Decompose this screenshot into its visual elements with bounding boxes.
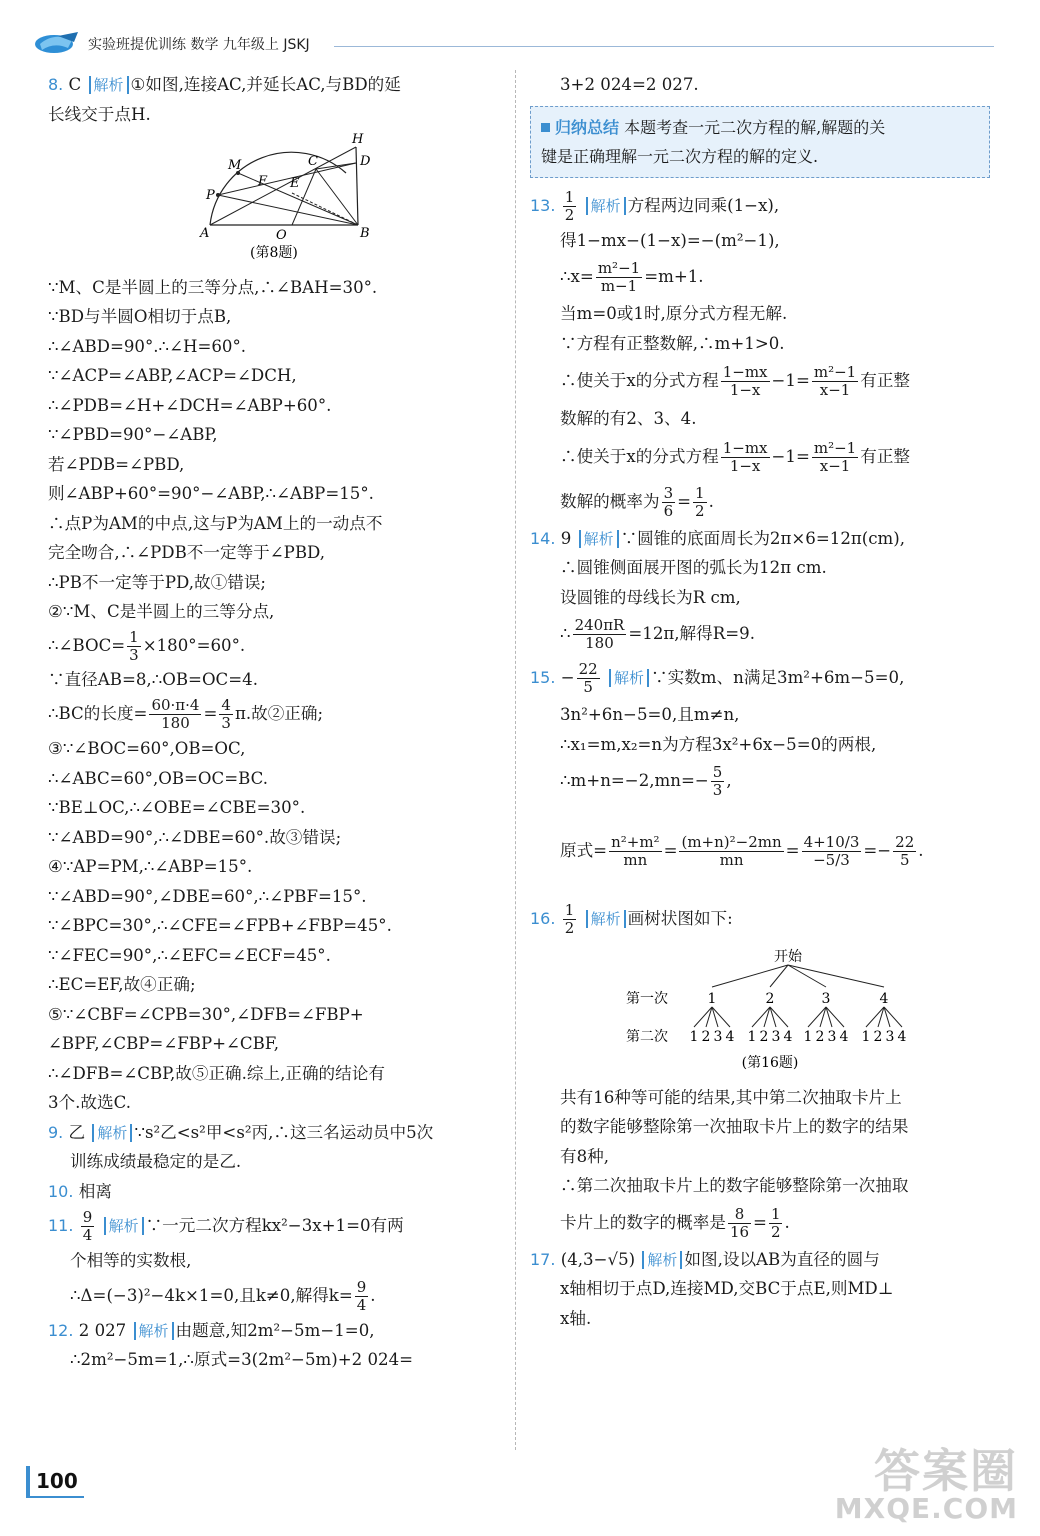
q8-step: ∴点P为AM的中点,这与P为AM上的一动点不 xyxy=(48,513,383,533)
q14-answer: 9 xyxy=(560,528,572,548)
frac-num: m²−1 xyxy=(597,259,641,277)
q12-line2: ∴2m²−5m=1,∴原式=3(2m²−5m)+2 024= xyxy=(70,1350,414,1369)
q13-text: ∴x= xyxy=(560,267,594,286)
q8-step: ∠BPF,∠CBP=∠FBP+∠CBF, xyxy=(48,1034,280,1053)
tree-second-node: 1 xyxy=(861,1029,871,1045)
q15-line2: 3n²+6n−5=0,且m≠n, xyxy=(560,705,740,724)
analysis-tag: 解析 xyxy=(609,669,649,687)
q8-text: ∴∠BOC= xyxy=(48,635,126,655)
tree-row1-label: 第一次 xyxy=(626,991,668,1007)
q11-text: . xyxy=(370,1285,376,1305)
tree-first-node: 1 xyxy=(707,991,717,1007)
q8-line2: 长线交于点H. xyxy=(48,104,151,124)
fraction xyxy=(893,834,916,869)
header-rule xyxy=(334,46,994,47)
watermark-line1: 答案圈 xyxy=(874,1444,1018,1498)
analysis-tag: 解析 xyxy=(89,76,129,94)
q17-text: 如图,设以AB为直径的圆与 xyxy=(684,1249,880,1269)
page-number: 100 xyxy=(26,1466,84,1498)
frac-num: n²+m² xyxy=(611,833,660,851)
q8-line1 xyxy=(48,70,508,100)
frac-num: 4+10/3 xyxy=(803,833,860,851)
fraction xyxy=(149,697,201,732)
fraction xyxy=(769,1206,783,1241)
q8-step: ∴PB不一定等于PD,故①错误; xyxy=(48,572,267,592)
q16-para: 卡片上的数字的概率是 $\frac{8}{16}$ = $\frac{1}{2}$ . xyxy=(560,1204,790,1241)
fraction: $\frac{4}{3}$ xyxy=(221,696,231,732)
q17-line3: x轴. xyxy=(560,1308,592,1328)
q17-answer: (4,3−√5) xyxy=(560,1249,636,1269)
q13-line4: 当m=0或1时,原分式方程无解. xyxy=(560,304,788,323)
q8-text: ∴BC的长度= xyxy=(48,704,148,723)
analysis-tag: 解析 xyxy=(134,1322,174,1340)
tree-second-node: 3 xyxy=(713,1029,723,1045)
frac-den: 2 xyxy=(564,919,575,937)
q11-text: ∴Δ=(−3)²−4k×1=0,且k≠0,解得k= xyxy=(70,1285,353,1305)
q8-step: ∵直径AB=8,∴OB=OC=4. xyxy=(48,669,258,689)
q8-step: ∵BE⊥OC,∴∠OBE=∠CBE=30°. xyxy=(48,798,306,817)
tree-second-node: 2 xyxy=(873,1029,883,1045)
q16-text: 画树状图如下: xyxy=(627,909,733,928)
q13-text: 有正整 xyxy=(860,446,911,466)
tree-second-node: 3 xyxy=(885,1029,895,1045)
summary-text: 本题考查一元二次方程的解,解题的关 xyxy=(624,117,886,137)
q13-text: =m+1. xyxy=(644,267,704,286)
frac-den: 5 xyxy=(583,678,593,696)
q8-step: 若∠PDB=∠PBD, xyxy=(48,454,185,474)
q8-step: ∴∠PDB=∠H+∠DCH=∠ABP+60°. xyxy=(48,395,332,415)
frac-num: 1 xyxy=(695,483,705,502)
q8-step: ⑤∵∠CBF=∠CPB=30°,∠DFB=∠FBP+ xyxy=(48,1004,364,1024)
frac-num: 1 xyxy=(564,187,575,206)
q13-line5: ∵方程有正整数解,∴m+1>0. xyxy=(560,333,785,353)
frac-den: 4 xyxy=(356,1295,367,1314)
q8-step: ∵∠FEC=90°,∴∠EFC=∠ECF=45°. xyxy=(48,945,331,965)
frac-den: x−1 xyxy=(819,456,851,475)
q14-line4 xyxy=(530,612,990,656)
tree-caption: (第16题) xyxy=(741,1055,799,1071)
q8-text: π.故②正确; xyxy=(234,704,324,723)
frac-den: 2 xyxy=(770,1222,781,1241)
q15-text: =− xyxy=(863,841,892,860)
q11-text: ∵一元二次方程kx²−3x+1=0有两 xyxy=(145,1216,404,1235)
q8-step: ②∵M、C是半圆上的三等分点, xyxy=(48,602,275,621)
q16-para: ∴第二次抽取卡片上的数字能够整除第一次抽取 xyxy=(560,1176,909,1195)
q8-step: 则∠ABP+60°=90°−∠ABP,∴∠ABP=15°. xyxy=(48,484,374,503)
frac-num: 22 xyxy=(895,833,915,851)
fig8-label-e: E xyxy=(290,176,300,191)
frac-den: mn xyxy=(623,851,648,869)
q11-line1 xyxy=(48,1206,508,1246)
q15-line5: 原式= $\frac{\text{n²+m²}}{mn}$ = $\frac{\text{(m+n)²−2mn}}{mn}$ = $\frac{4+10/3}{-5/3}$ =− $\frac{22}{5}$ . xyxy=(560,833,924,869)
summary-text: 键是正确理解一元二次方程的解的定义. xyxy=(541,146,819,166)
figure-8-diagram xyxy=(198,133,388,263)
q8-step: ∴∠ABD=90°.∴∠H=60°. xyxy=(48,336,247,356)
q17-line1 xyxy=(530,1245,990,1275)
tree-first-node: 2 xyxy=(765,991,775,1007)
q8-step: ∵∠ACP=∠ABP,∠ACP=∠DCH, xyxy=(48,366,297,385)
q16-para: 的数字能够整除第一次抽取卡片上的数字的结果 xyxy=(560,1117,909,1136)
q10-number: 10. xyxy=(48,1181,74,1201)
q14-text: ∴ xyxy=(560,624,571,643)
q15-number: 15. xyxy=(530,668,556,687)
frac-den: 5 xyxy=(899,851,910,869)
q13-text: 数解的概率为 xyxy=(560,491,660,511)
frac-num: 9 xyxy=(82,1208,93,1226)
q11-line2: 个相等的实数根, xyxy=(70,1251,192,1270)
fraction xyxy=(679,834,783,869)
frac-den: mn xyxy=(719,851,744,869)
q13-text: 有正整 xyxy=(860,371,911,390)
frac-den: 2 xyxy=(564,205,575,224)
frac-num: 1−mx xyxy=(722,438,768,457)
frac-num: 60·π·4 xyxy=(151,696,200,714)
q9-line2: 训练成绩最稳定的是乙. xyxy=(70,1152,242,1171)
q16-line1 xyxy=(530,899,990,939)
right-column xyxy=(530,70,990,1333)
q9-text: ∵s²乙<s²甲<s²丙,∴这三名运动员中5次 xyxy=(134,1122,434,1142)
q13-text: 方程两边同乘(1−x), xyxy=(627,195,780,215)
tree-second-node: 2 xyxy=(759,1029,769,1045)
q8-step: ∵BD与半圆O相切于点B, xyxy=(48,307,232,326)
frac-den: −5/3 xyxy=(813,851,850,869)
q13-text: . xyxy=(708,491,714,511)
q14-line1 xyxy=(530,524,990,554)
fraction xyxy=(355,1279,369,1314)
q16-para: 共有16种等可能的结果,其中第二次抽取卡片上 xyxy=(560,1087,902,1107)
fraction xyxy=(721,440,770,475)
q17-number: 17. xyxy=(530,1249,556,1269)
q14-number: 14. xyxy=(530,528,556,548)
q15-line3: ∴x₁=m,x₂=n为方程3x²+6x−5=0的两根, xyxy=(560,734,877,754)
q12-answer: 2 027 xyxy=(78,1320,127,1340)
tree-row2-label: 第二次 xyxy=(626,1029,668,1045)
tree-second-node: 4 xyxy=(725,1029,735,1045)
fig8-caption: (第8题) xyxy=(250,245,298,261)
summary-tag: 归纳总结 xyxy=(555,117,620,137)
page-header xyxy=(34,30,994,56)
frac-den: 180 xyxy=(161,714,190,732)
q15-line1 xyxy=(530,656,990,700)
q8-step: ④∵AP=PM,∴∠ABP=15°. xyxy=(48,857,253,876)
q11-answer-fraction xyxy=(81,1209,95,1244)
frac-num: 1 xyxy=(770,1204,781,1223)
tree-diagram xyxy=(620,943,920,1073)
q8-step: ∵∠ABD=90°,∠DBE=60°,∴∠PBF=15°. xyxy=(48,886,367,906)
q8-number: 8. xyxy=(48,75,64,94)
frac-num: 240πR xyxy=(574,616,625,634)
q9-line1 xyxy=(48,1118,508,1148)
q13-number: 13. xyxy=(530,195,556,215)
fraction xyxy=(693,485,707,520)
q12-number: 12. xyxy=(48,1320,74,1340)
fraction xyxy=(596,260,642,295)
watermark xyxy=(834,1444,1018,1525)
fraction xyxy=(802,834,862,869)
tree-second-node: 4 xyxy=(839,1029,849,1045)
q13-line9: 数解的概率为 $\frac{3}{6}$ = $\frac{1}{2}$ . xyxy=(560,483,714,520)
q10-line xyxy=(48,1177,508,1207)
q13-answer-fraction xyxy=(563,189,577,224)
q16-para: 有8种, xyxy=(560,1146,610,1166)
q8-step: ③∵∠BOC=60°,OB=OC, xyxy=(48,739,246,758)
analysis-tag: 解析 xyxy=(104,1217,144,1235)
q14-text: ∵圆锥的底面周长为2π×6=12π(cm), xyxy=(620,528,906,548)
q13-line8 xyxy=(530,434,990,480)
tree-second-node: 3 xyxy=(827,1029,837,1045)
q8-step: ∴EC=EF,故④正确; xyxy=(48,975,196,994)
frac-den: 6 xyxy=(663,501,674,520)
fraction xyxy=(812,364,858,399)
tree-second-node: 3 xyxy=(771,1029,781,1045)
frac-num: 5 xyxy=(712,763,723,781)
tree-second-node: 4 xyxy=(897,1029,907,1045)
q8-step xyxy=(48,627,508,665)
frac-den: 2 xyxy=(695,501,705,520)
frac-den: 180 xyxy=(585,634,614,652)
tree-root: 开始 xyxy=(774,949,802,965)
q16-number: 16. xyxy=(530,909,556,928)
q8-step: 完全吻合,∴∠PDB不一定等于∠PBD, xyxy=(48,543,326,562)
tree-second-node: 2 xyxy=(701,1029,711,1045)
fig8-label-m: M xyxy=(228,158,242,173)
analysis-tag: 解析 xyxy=(586,910,626,928)
frac-num: (m+n)²−2mn xyxy=(681,833,782,851)
frac-num: 22 xyxy=(578,660,598,678)
left-column xyxy=(48,70,508,1375)
frac-num: 1−mx xyxy=(722,363,768,381)
q13-text: ∴使关于x的分式方程 xyxy=(560,446,719,466)
book-logo-icon xyxy=(34,30,80,56)
analysis-tag: 解析 xyxy=(586,197,626,215)
q15-text: . xyxy=(918,841,924,860)
fraction xyxy=(721,364,770,399)
fig8-label-c: C xyxy=(308,154,318,169)
frac-den: 1−x xyxy=(729,381,761,399)
q16-answer-fraction xyxy=(563,902,577,937)
q15-text: ∵实数m、n满足3m²+6m−5=0, xyxy=(651,668,905,687)
tree-nodes xyxy=(690,991,907,1045)
q13-line7: 数解的有2、3、4. xyxy=(560,409,697,428)
fig8-label-d: D xyxy=(360,154,371,169)
analysis-tag: 解析 xyxy=(579,530,619,548)
frac-den: 4 xyxy=(82,1226,93,1244)
fraction xyxy=(728,1206,751,1241)
frac-num: 9 xyxy=(356,1277,367,1296)
fig8-label-f: F xyxy=(258,174,268,189)
q8-step: ∴BC的长度= $\frac{60\cdot\pi\cdot 4}{180}$ = $\frac{4}{3}$ π.故②正确; xyxy=(48,696,324,732)
q8-step: ∴∠DFB=∠CBP,故⑤正确.综上,正确的结论有 xyxy=(48,1063,385,1083)
q13-line6 xyxy=(530,358,990,404)
q12-text: 由题意,知2m²−5m−1=0, xyxy=(175,1320,375,1340)
q8-text: ×180°=60°. xyxy=(142,635,246,655)
fraction xyxy=(609,834,661,869)
q11-number: 11. xyxy=(48,1216,74,1235)
q11-line3 xyxy=(48,1276,508,1316)
frac-den: 1−x xyxy=(729,456,761,475)
q15-text: ∴m+n=−2,mn=− xyxy=(560,771,709,790)
watermark-line2: MXQE.COM xyxy=(834,1492,1018,1525)
q15-text: , xyxy=(726,771,732,790)
q17-line2: x轴相切于点D,连接MD,交BC于点E,则MD⊥ xyxy=(560,1279,894,1298)
tree-second-node: 1 xyxy=(747,1029,757,1045)
frac-num: 1 xyxy=(564,901,575,919)
q16-text: 卡片上的数字的概率是 xyxy=(560,1212,726,1232)
q14-line2: ∴圆锥侧面展开图的弧长为12π cm. xyxy=(560,558,827,577)
tree-second-node: 4 xyxy=(783,1029,793,1045)
q8-step: ∴∠ABC=60°,OB=OC=BC. xyxy=(48,768,269,788)
q15-answer-fraction xyxy=(577,661,600,696)
q13-text: −1= xyxy=(771,446,810,466)
q8-text: ①如图,连接AC,并延长AC,与BD的延 xyxy=(130,75,401,94)
frac-den: x−1 xyxy=(819,381,851,399)
q10-answer: 相离 xyxy=(78,1181,112,1201)
frac-num: 3 xyxy=(663,483,674,502)
tree-first-node: 3 xyxy=(821,991,831,1007)
frac-den: m−1 xyxy=(600,277,638,295)
fig8-label-o: O xyxy=(276,228,287,243)
q13-line1 xyxy=(530,186,990,226)
frac-num: 8 xyxy=(728,1206,751,1224)
q8-step: 3个.故选C. xyxy=(48,1093,131,1112)
column-divider xyxy=(515,70,516,1450)
q15-text: 原式= xyxy=(560,841,608,860)
fig8-label-b: B xyxy=(360,226,370,241)
q9-number: 9. xyxy=(48,1122,64,1142)
q8-answer: C xyxy=(68,75,82,94)
q13-line3 xyxy=(530,255,990,299)
frac-num: m²−1 xyxy=(813,438,857,457)
q15-line4 xyxy=(530,759,990,803)
fraction: $\frac{1}{3}$ xyxy=(129,627,139,664)
tree-second-node: 1 xyxy=(803,1029,813,1045)
tree-first-node: 4 xyxy=(879,991,889,1007)
q16-text: . xyxy=(784,1212,790,1232)
header-title: 实验班提优训练 数学 九年级上 JSKJ xyxy=(88,37,310,53)
fig8-label-p: P xyxy=(206,188,215,203)
q13-line2: 得1−mx−(1−x)=−(m²−1), xyxy=(560,230,780,250)
q12-line3: 3+2 024=2 027. xyxy=(560,75,699,94)
tree-second-node: 2 xyxy=(815,1029,825,1045)
summary-line1 xyxy=(541,113,979,142)
q8-step: ∵∠BPC=30°,∴∠CFE=∠FPB+∠FBP=45°. xyxy=(48,916,392,935)
q13-text: −1= xyxy=(771,371,810,390)
q12-line1 xyxy=(48,1316,508,1346)
q14-line3: 设圆锥的母线长为R cm, xyxy=(560,587,741,607)
fig8-label-h: H xyxy=(352,133,364,147)
q9-answer: 乙 xyxy=(68,1122,86,1142)
analysis-tag: 解析 xyxy=(92,1124,132,1142)
fraction xyxy=(662,485,676,520)
q13-text: ∴使关于x的分式方程 xyxy=(560,371,719,390)
q8-step: ∵∠ABD=90°,∴∠DBE=60°.故③错误; xyxy=(48,827,342,847)
fraction xyxy=(711,764,725,799)
q14-text: =12π,解得R=9. xyxy=(628,624,755,643)
frac-den: 3 xyxy=(712,781,723,799)
square-icon xyxy=(541,123,550,132)
frac-num: m²−1 xyxy=(813,363,857,381)
tree-second-node: 1 xyxy=(689,1029,699,1045)
q15-answer-sign: − xyxy=(560,668,575,687)
fig8-label-a: A xyxy=(200,226,210,241)
fraction xyxy=(573,617,627,652)
frac-den: 16 xyxy=(729,1222,750,1241)
q8-step: ∵∠PBD=90°−∠ABP, xyxy=(48,425,218,444)
analysis-tag: 解析 xyxy=(642,1251,682,1269)
summary-box xyxy=(530,106,990,178)
fraction xyxy=(812,440,858,475)
q8-step: ∵M、C是半圆上的三等分点,∴∠BAH=30°. xyxy=(48,277,378,297)
